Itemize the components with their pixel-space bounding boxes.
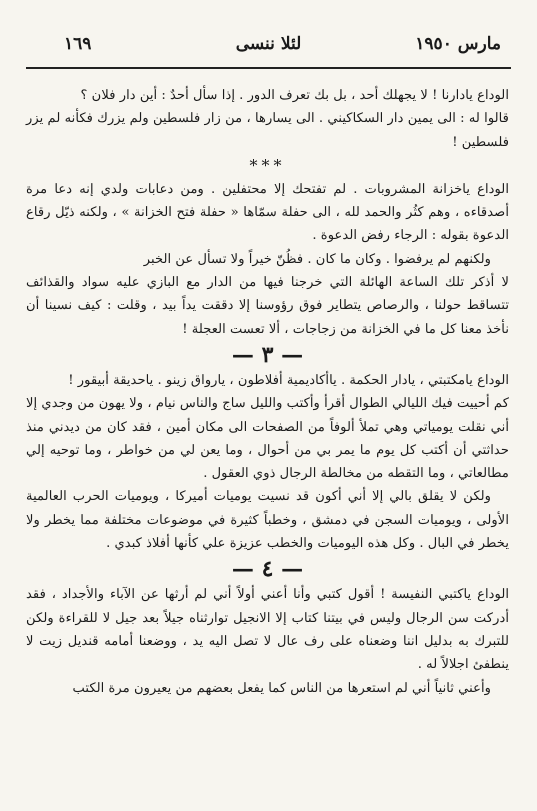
paragraph: الوداع ياكتبي النفيسة ! أقول كتبي وأنا أعني أولاً أني لم أرثها عن الآباء والأجداد ، فقد أدركت سن الرجال وليس في بيتنا كتاب إلا الانجيل توارثناه جيلاً بعد جيل لا للقراءة ولكن للتبرك به بدليل اننا وضعناه على رف عال لا تصل اليه يد ، ووضعنا أمامه قنديل زيت لا ينطفئ اجلالاً له . [26, 587, 509, 673]
paragraph: ولكن لا يقلق بالي إلا أني أكون قد نسيت يوميات أميركا ، ويوميات الحرب العالمية الأولى ، ويوميات السجن في دمشق ، وخطباً كثيرة في موضوعات مختلفة مما يخطر ولا يخطر في البال . وكل هذه اليوميات والخطب عزيزة علي كأنها أفلاذ كبدي . [26, 489, 509, 552]
paragraph: ولكنهم لم يرفضوا . وكان ما كان . فظُنّ خيراً ولا تسأل عن الخبر [143, 251, 491, 267]
paragraph: الوداع يامكتبتي ، يادار الحكمة . ياأكاديمية أفلاطون ، يارواق زينو . ياحديقة أبيقور ! [68, 372, 509, 388]
issue-date: مارس ١٩٥٠ [415, 34, 501, 54]
paragraph: كم أحييت فيك الليالي الطوال أقرأ وأكتب والليل ساج والناس نيام ، ولا يهون من وجدي إلا أني نقلت يومياتي وهي تملأ ألوفاً من الصفحات الى مكان أمين ، فقد كان من ديدني منذ حداثتي أن أكتب كل يوم ما يمر بي من أحوال ، وما يعن لي من خواطر ، وما توحيه إلي مطالعاتي ، وما التقطه من مخالطة الرجال ذوي العقول . [26, 396, 509, 482]
section-ornament: *** [249, 155, 286, 175]
section-heading-3: — ٣ — [231, 341, 304, 368]
running-header [26, 34, 511, 64]
page-number: ١٦٩ [64, 34, 92, 54]
paragraph: وأعني ثانياً أني لم استعرها من الناس كما يفعل بعضهم من يعيرون مرة الكتب [72, 680, 491, 696]
section-heading-4: — ٤ — [231, 556, 304, 583]
header-rule [26, 67, 511, 69]
running-title: لئلا ننسى [235, 34, 302, 54]
paragraph: الوداع يادارنا ! لا يجهلك أحد ، بل بك تعرف الدور . إذا سأل أحدٌ : أين دار فلان ؟ [80, 88, 509, 103]
page-body [26, 84, 509, 700]
paragraph: لا أذكر تلك الساعة الهائلة التي خرجنا فيها من الدار مع البازي عليه سواد والقذائف تتساقط حولنا ، والرصاص يتطاير فوق رؤوسنا إلا دققت يداً بيد ، وقلت : كيف نسينا أن نأخذ معنا كل ما في الخزانة من زجاجات ، ألا تعست العجلة ! [26, 275, 509, 337]
paragraph: الوداع ياخزانة المشروبات . لم تفتحك إلا محتفلين . ومن دعابات ولدي إنه دعا مرة أصدقاءه ، وهم كثُر والحمد لله ، الى حفلة سمّاها « حفلة فتح الخزانة » ، ولكنه ذيّل رقاع الدعوة بقوله : الرجاء رفض الدعوة . [26, 181, 509, 244]
paragraph: قالوا له : الى يمين دار السكاكيني . الى يسارها ، من زار فلسطين ولم يزرك فكأنه لم يزر فلسطين ! [26, 111, 509, 150]
